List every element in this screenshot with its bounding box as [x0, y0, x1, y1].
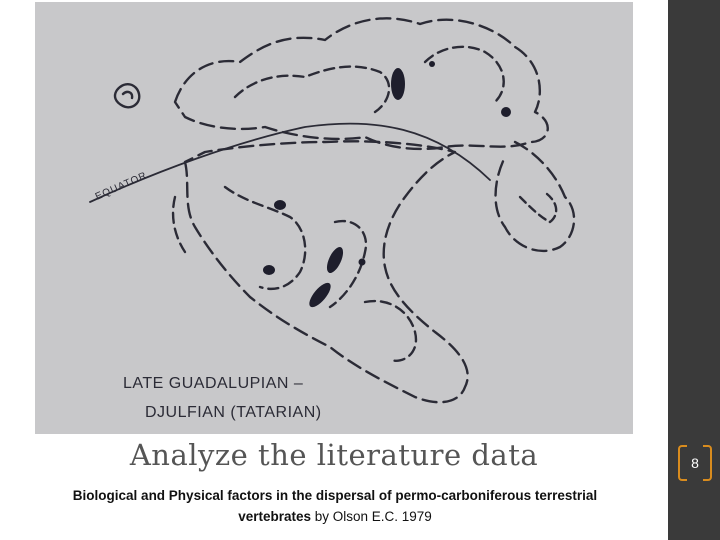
western-coast-fragment — [173, 197, 185, 252]
fossil-locality-4 — [274, 200, 286, 210]
western-island — [115, 84, 139, 107]
fossil-locality-6 — [324, 245, 347, 275]
page-number: 8 — [691, 455, 699, 471]
northern-landmass-outline — [175, 18, 548, 149]
northern-bay — [425, 47, 504, 102]
fossil-locality-2 — [429, 61, 435, 67]
map-caption-line2: DJULFIAN (TATARIAN) — [145, 404, 322, 421]
fossil-locality-3 — [501, 107, 511, 117]
western-island-inner — [123, 92, 132, 98]
subtitle-bold: Biological and Physical factors in the dispersal of permo-carboniferous terrestrial vertebrates — [72, 488, 598, 524]
pangea-map-image — [35, 2, 633, 434]
map-caption-line1: LATE GUADALUPIAN – — [123, 375, 304, 392]
slide-title: Analyze the literature data — [129, 438, 539, 472]
northern-inner-coast — [235, 67, 389, 112]
page-number-badge — [678, 445, 712, 479]
eastern-landmass-outline — [496, 142, 575, 251]
equator-line — [90, 124, 490, 202]
equator-label: EQUATOR — [93, 170, 149, 203]
eastern-inner-coast — [520, 194, 556, 222]
subtitle-author: by Olson E.C. 1979 — [310, 509, 432, 524]
southern-inner-coast-c — [365, 301, 416, 361]
fossil-locality-1 — [391, 68, 405, 100]
map-drawing — [35, 2, 633, 434]
fossil-locality-8 — [359, 259, 366, 266]
slide-subtitle — [40, 485, 630, 527]
fossil-locality-5 — [263, 265, 275, 275]
southern-landmass-outline — [185, 141, 468, 402]
